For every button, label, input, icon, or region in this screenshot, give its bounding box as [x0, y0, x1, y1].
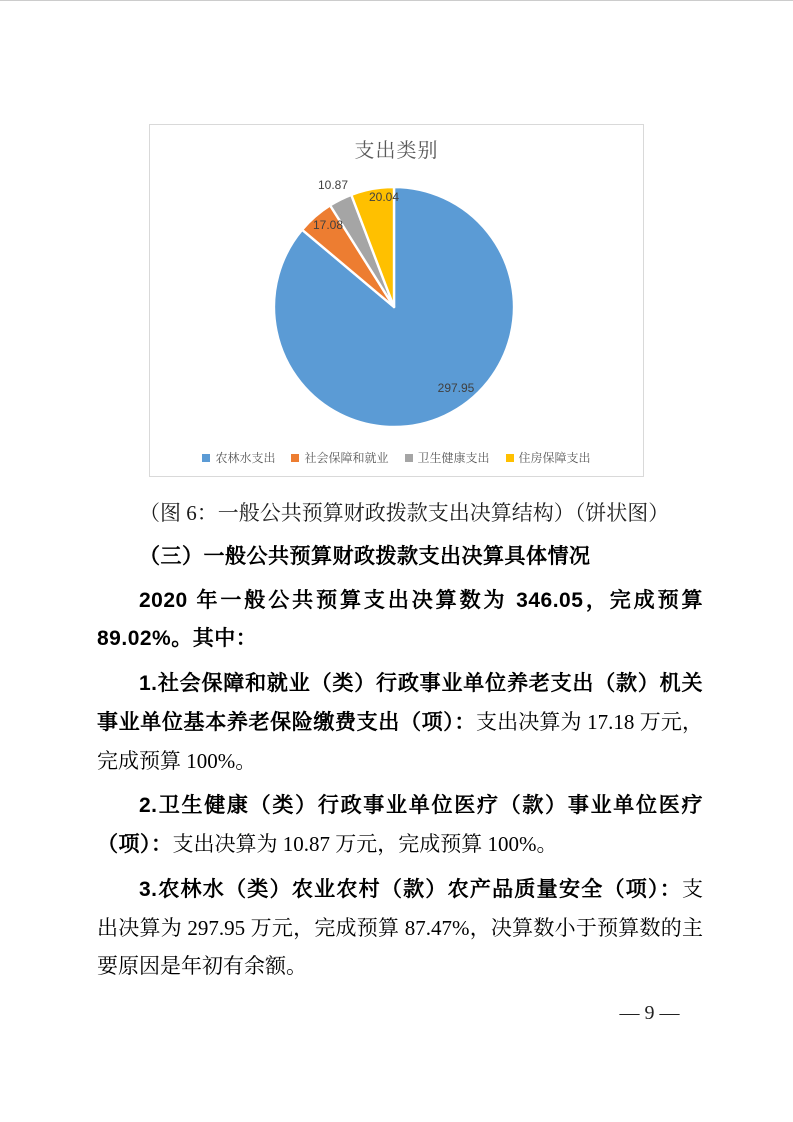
item-paragraph-1	[97, 664, 703, 780]
item-2-lead: 2.卫生健康（类）行政事业单位医疗（款）事业单位医疗（项）：	[97, 794, 703, 856]
legend-swatch-icon	[405, 454, 413, 462]
legend-swatch-icon	[291, 454, 299, 462]
legend-label: 农林水支出	[215, 451, 276, 465]
pie-data-label-1: 17.08	[312, 218, 344, 232]
pie-data-label-2: 10.87	[317, 178, 349, 192]
pie-chart	[150, 125, 643, 476]
text-block	[97, 494, 703, 991]
legend-item-1	[291, 449, 388, 466]
pie-chart-panel	[149, 124, 644, 477]
section-heading-text: （三）一般公共预算财政拨款支出决算具体情况	[139, 545, 591, 568]
intro-paragraph	[97, 582, 703, 658]
legend-item-2	[405, 449, 490, 466]
item-2-body: 支出决算为 10.87 万元，完成预算 100%。	[172, 832, 558, 856]
legend-label: 卫生健康支出	[417, 451, 490, 465]
figure-caption: （图 6：一般公共预算财政拨款支出决算结构）（饼状图）	[139, 501, 670, 525]
chart-legend	[150, 449, 643, 466]
page-number: — 9 —	[619, 1002, 680, 1024]
item-3-body: 支出决算为 297.95 万元，完成预算 87.47%，决算数小于预算数的主要原因是年初有余额。	[97, 877, 703, 978]
item-1-lead: 1.社会保障和就业（类）行政事业单位养老支出（款）机关事业单位基本养老保险缴费支出（项）：	[97, 672, 703, 734]
item-3-lead: 3.农林水（类）农业农村（款）农产品质量安全（项）：	[139, 878, 682, 901]
item-paragraph-2	[97, 786, 703, 864]
legend-label: 社会保障和就业	[304, 451, 389, 465]
pie-data-label-0: 297.95	[437, 381, 475, 395]
pie-data-label-3: 20.04	[368, 190, 400, 204]
item-1-body: 支出决算为 17.18 万元，完成预算 100%。	[97, 710, 703, 773]
item-paragraph-3	[97, 870, 703, 985]
legend-item-0	[202, 449, 275, 466]
legend-swatch-icon	[506, 454, 514, 462]
intro-paragraph-text: 2020 年一般公共预算支出决算数为 346.05，完成预算 89.02%。其中：	[97, 589, 703, 650]
legend-swatch-icon	[202, 454, 210, 462]
chart-title: 支出类别	[354, 140, 439, 162]
section-heading	[97, 538, 703, 576]
legend-label: 住房保障支出	[518, 451, 591, 465]
legend-item-3	[506, 449, 591, 466]
page-top-edge	[0, 0, 793, 1]
